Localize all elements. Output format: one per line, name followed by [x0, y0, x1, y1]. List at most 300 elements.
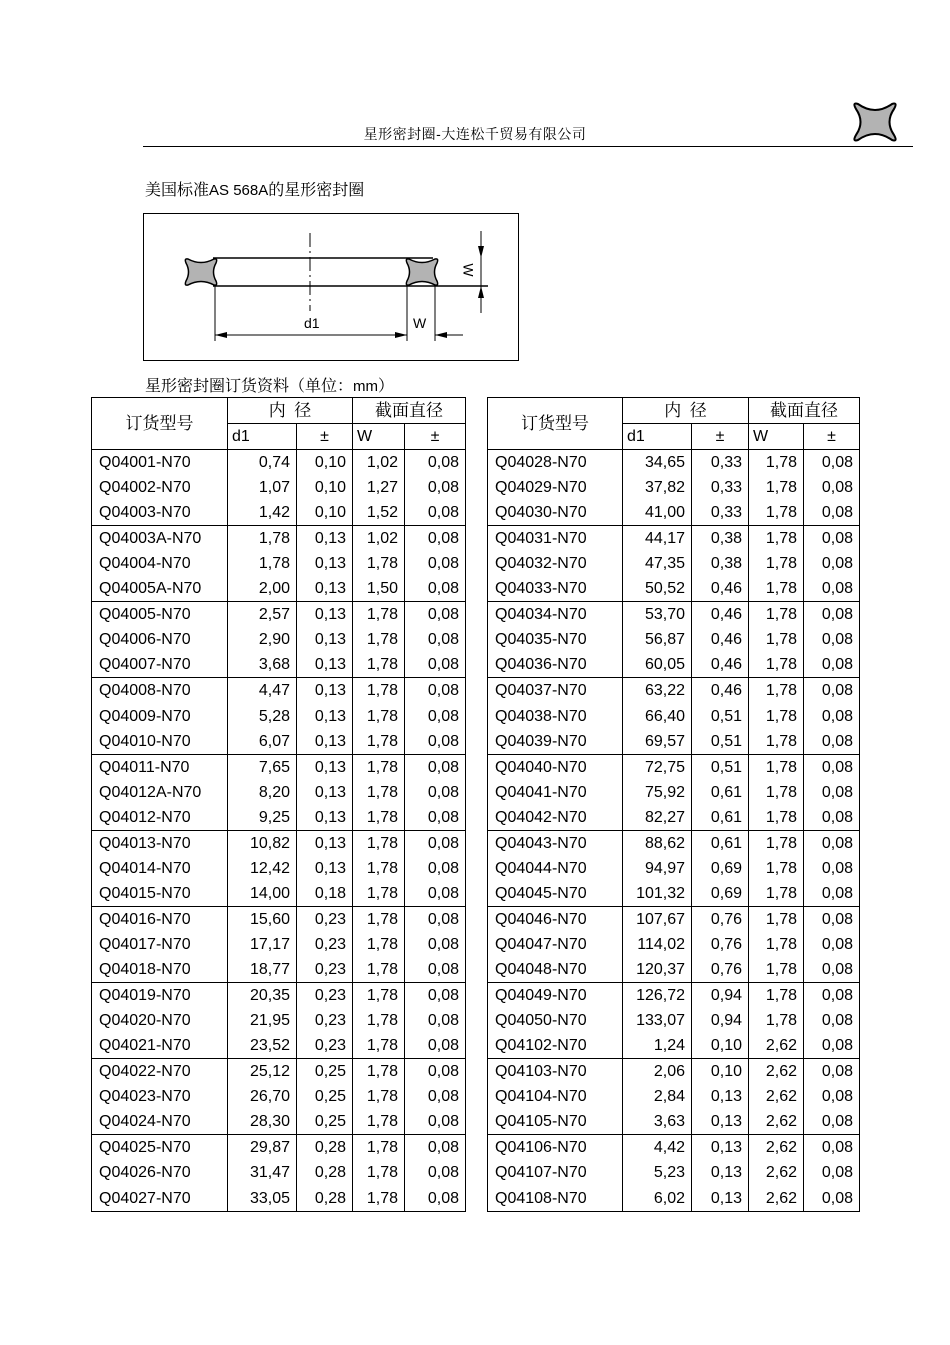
cell-d1-tolerance: 0,51	[692, 729, 749, 755]
cell-w-tolerance: 0,08	[804, 500, 860, 526]
cell-order-no: Q04049-N70	[488, 983, 623, 1009]
cell-order-no: Q04034-N70	[488, 602, 623, 628]
cell-w-tolerance: 0,08	[405, 1033, 466, 1059]
cell-w-tolerance: 0,08	[804, 1109, 860, 1135]
cell-d1-tolerance: 0,51	[692, 754, 749, 780]
cell-order-no: Q04033-N70	[488, 576, 623, 602]
cell-w: 1,78	[749, 1008, 804, 1033]
cell-d1-tolerance: 0,13	[297, 526, 353, 552]
cell-order-no: Q04009-N70	[92, 703, 228, 728]
cell-d1: 26,70	[228, 1084, 297, 1109]
cell-order-no: Q04017-N70	[92, 932, 228, 957]
cell-w-tolerance: 0,08	[405, 881, 466, 907]
cell-d1-tolerance: 0,25	[297, 1109, 353, 1135]
subtitle-standard: AS 568A	[209, 182, 269, 199]
cell-w-tolerance: 0,08	[405, 627, 466, 652]
cell-order-no: Q04022-N70	[92, 1059, 228, 1085]
table-row	[92, 1160, 466, 1185]
cell-d1-tolerance: 0,13	[692, 1109, 749, 1135]
cell-w-tolerance: 0,08	[405, 1109, 466, 1135]
cell-w-tolerance: 0,08	[804, 1008, 860, 1033]
cell-w-tolerance: 0,08	[804, 1160, 860, 1185]
cell-w: 1,78	[749, 983, 804, 1009]
cell-order-no: Q04040-N70	[488, 754, 623, 780]
cell-d1: 28,30	[228, 1109, 297, 1135]
cell-w: 1,02	[353, 526, 405, 552]
cell-w-tolerance: 0,08	[804, 1033, 860, 1059]
cell-order-no: Q04005-N70	[92, 602, 228, 628]
cell-d1: 20,35	[228, 983, 297, 1009]
cell-w-tolerance: 0,08	[405, 526, 466, 552]
table-row	[488, 957, 860, 983]
cell-w-tolerance: 0,08	[804, 754, 860, 780]
cell-d1-tolerance: 0,38	[692, 526, 749, 552]
cell-d1-tolerance: 0,13	[692, 1186, 749, 1212]
cell-d1: 1,78	[228, 526, 297, 552]
cell-d1-tolerance: 0,23	[297, 1033, 353, 1059]
cell-d1: 60,05	[623, 652, 692, 678]
cell-d1: 56,87	[623, 627, 692, 652]
cell-order-no: Q04045-N70	[488, 881, 623, 907]
cell-order-no: Q04020-N70	[92, 1008, 228, 1033]
cell-w-tolerance: 0,08	[405, 1186, 466, 1212]
cell-w: 1,78	[749, 881, 804, 907]
cell-order-no: Q04008-N70	[92, 678, 228, 704]
table-row	[92, 957, 466, 983]
cell-w-tolerance: 0,08	[804, 526, 860, 552]
cell-w-tolerance: 0,08	[405, 703, 466, 728]
table-row	[92, 627, 466, 652]
cell-d1-tolerance: 0,10	[297, 450, 353, 476]
cell-d1: 1,07	[228, 475, 297, 500]
cell-d1: 50,52	[623, 576, 692, 602]
diagram-w-bottom-label: W	[413, 315, 427, 331]
cell-d1-tolerance: 0,23	[297, 1008, 353, 1033]
cell-w: 1,78	[353, 703, 405, 728]
cell-w: 1,78	[353, 856, 405, 881]
cell-w-tolerance: 0,08	[405, 500, 466, 526]
table-row	[488, 932, 860, 957]
header-order-no: 订货型号	[92, 398, 228, 450]
cell-w-tolerance: 0,08	[405, 450, 466, 476]
table-row	[92, 1008, 466, 1033]
cell-w-tolerance: 0,08	[804, 1186, 860, 1212]
cell-d1: 12,42	[228, 856, 297, 881]
cell-d1-tolerance: 0,10	[297, 475, 353, 500]
cell-d1-tolerance: 0,46	[692, 576, 749, 602]
cell-w: 1,78	[749, 678, 804, 704]
cell-d1-tolerance: 0,13	[692, 1084, 749, 1109]
cell-w: 1,78	[353, 830, 405, 856]
subtitle-prefix: 美国标准	[145, 182, 210, 199]
cell-w-tolerance: 0,08	[804, 729, 860, 755]
cell-order-no: Q04047-N70	[488, 932, 623, 957]
table-row	[488, 881, 860, 907]
cell-d1: 17,17	[228, 932, 297, 957]
cell-w-tolerance: 0,08	[405, 906, 466, 932]
cell-order-no: Q04023-N70	[92, 1084, 228, 1109]
table-row	[92, 1109, 466, 1135]
table-row	[92, 729, 466, 755]
cell-d1-tolerance: 0,13	[297, 830, 353, 856]
cell-order-no: Q04004-N70	[92, 551, 228, 576]
cell-order-no: Q04010-N70	[92, 729, 228, 755]
table-row	[92, 1033, 466, 1059]
cell-d1: 2,90	[228, 627, 297, 652]
cell-d1-tolerance: 0,13	[297, 678, 353, 704]
cell-w: 1,78	[749, 551, 804, 576]
cell-d1-tolerance: 0,13	[297, 703, 353, 728]
cell-d1: 37,82	[623, 475, 692, 500]
cell-d1-tolerance: 0,46	[692, 652, 749, 678]
cell-d1: 15,60	[228, 906, 297, 932]
cell-w: 1,78	[749, 652, 804, 678]
cell-d1: 9,25	[228, 805, 297, 831]
cell-w: 1,27	[353, 475, 405, 500]
table-row	[92, 906, 466, 932]
cell-w: 1,78	[353, 957, 405, 983]
cell-order-no: Q04102-N70	[488, 1033, 623, 1059]
cell-d1-tolerance: 0,33	[692, 450, 749, 476]
table-row	[92, 602, 466, 628]
cell-d1-tolerance: 0,10	[297, 500, 353, 526]
cell-d1: 3,63	[623, 1109, 692, 1135]
cell-order-no: Q04028-N70	[488, 450, 623, 476]
cell-w-tolerance: 0,08	[804, 830, 860, 856]
cell-w-tolerance: 0,08	[804, 780, 860, 805]
table-row	[92, 526, 466, 552]
order-table-left	[91, 397, 466, 1212]
cell-w-tolerance: 0,08	[804, 856, 860, 881]
cell-w-tolerance: 0,08	[405, 856, 466, 881]
cell-order-no: Q04035-N70	[488, 627, 623, 652]
cell-d1: 126,72	[623, 983, 692, 1009]
header-cross-section: 截面直径	[749, 398, 860, 424]
cell-d1: 120,37	[623, 957, 692, 983]
cell-d1-tolerance: 0,13	[297, 551, 353, 576]
table-row	[92, 932, 466, 957]
cell-d1: 7,65	[228, 754, 297, 780]
cell-w: 2,62	[749, 1059, 804, 1085]
cell-order-no: Q04012-N70	[92, 805, 228, 831]
cell-order-no: Q04108-N70	[488, 1186, 623, 1212]
table-row	[92, 830, 466, 856]
cell-d1: 82,27	[623, 805, 692, 831]
cell-d1-tolerance: 0,76	[692, 957, 749, 983]
right-seal-section-icon	[406, 258, 437, 284]
cell-d1: 63,22	[623, 678, 692, 704]
cell-w-tolerance: 0,08	[405, 678, 466, 704]
cell-w-tolerance: 0,08	[405, 1135, 466, 1161]
cell-order-no: Q04104-N70	[488, 1084, 623, 1109]
cell-d1: 1,78	[228, 551, 297, 576]
cell-w: 1,78	[353, 906, 405, 932]
cell-d1-tolerance: 0,13	[297, 754, 353, 780]
table-row	[488, 1186, 860, 1212]
cell-d1: 1,42	[228, 500, 297, 526]
cell-d1-tolerance: 0,23	[297, 957, 353, 983]
header-w: W	[353, 424, 405, 450]
cell-w: 1,78	[353, 602, 405, 628]
cell-d1-tolerance: 0,13	[297, 627, 353, 652]
cell-d1: 114,02	[623, 932, 692, 957]
cell-d1: 5,28	[228, 703, 297, 728]
cell-d1-tolerance: 0,13	[692, 1160, 749, 1185]
page-header-title: 星形密封圈-大连松千贸易有限公司	[363, 126, 587, 142]
cell-d1-tolerance: 0,18	[297, 881, 353, 907]
cell-w-tolerance: 0,08	[804, 450, 860, 476]
cell-d1-tolerance: 0,61	[692, 830, 749, 856]
cell-d1: 101,32	[623, 881, 692, 907]
cell-order-no: Q04030-N70	[488, 500, 623, 526]
cell-order-no: Q04036-N70	[488, 652, 623, 678]
table-row	[92, 678, 466, 704]
cell-w: 1,78	[749, 627, 804, 652]
header-tol1: ±	[692, 424, 749, 450]
cell-d1-tolerance: 0,33	[692, 500, 749, 526]
cell-d1-tolerance: 0,76	[692, 932, 749, 957]
cell-d1: 29,87	[228, 1135, 297, 1161]
table-row	[488, 1033, 860, 1059]
cell-w-tolerance: 0,08	[804, 805, 860, 831]
cell-d1: 133,07	[623, 1008, 692, 1033]
cell-w: 2,62	[749, 1135, 804, 1161]
table-row	[488, 1059, 860, 1085]
cell-order-no: Q04006-N70	[92, 627, 228, 652]
cell-order-no: Q04039-N70	[488, 729, 623, 755]
cell-w-tolerance: 0,08	[405, 805, 466, 831]
cell-d1: 31,47	[228, 1160, 297, 1185]
cell-w-tolerance: 0,08	[804, 652, 860, 678]
cell-d1-tolerance: 0,25	[297, 1084, 353, 1109]
cell-w-tolerance: 0,08	[405, 551, 466, 576]
cell-d1: 44,17	[623, 526, 692, 552]
table-row	[92, 652, 466, 678]
table-row	[488, 830, 860, 856]
table-row	[488, 1160, 860, 1185]
table-row	[92, 475, 466, 500]
cell-w: 1,78	[353, 983, 405, 1009]
table-row	[488, 1135, 860, 1161]
cell-d1: 10,82	[228, 830, 297, 856]
cell-w: 1,78	[353, 729, 405, 755]
table-row	[92, 754, 466, 780]
cell-d1: 41,00	[623, 500, 692, 526]
cell-w-tolerance: 0,08	[405, 957, 466, 983]
cell-w: 1,78	[749, 780, 804, 805]
cell-d1: 2,00	[228, 576, 297, 602]
table-row	[488, 856, 860, 881]
cell-order-no: Q04037-N70	[488, 678, 623, 704]
cell-order-no: Q04107-N70	[488, 1160, 623, 1185]
cell-d1: 34,65	[623, 450, 692, 476]
cell-order-no: Q04021-N70	[92, 1033, 228, 1059]
cell-d1: 8,20	[228, 780, 297, 805]
table-caption-unit: mm	[353, 378, 379, 395]
table-row	[488, 1109, 860, 1135]
cell-d1-tolerance: 0,23	[297, 932, 353, 957]
cell-d1-tolerance: 0,46	[692, 602, 749, 628]
cell-d1: 23,52	[228, 1033, 297, 1059]
table-row	[92, 450, 466, 476]
cell-w-tolerance: 0,08	[804, 576, 860, 602]
cell-w: 1,78	[353, 754, 405, 780]
table-row	[92, 1186, 466, 1212]
cell-d1: 47,35	[623, 551, 692, 576]
table-row	[488, 703, 860, 728]
cell-d1-tolerance: 0,94	[692, 983, 749, 1009]
cell-w: 1,78	[749, 932, 804, 957]
cell-order-no: Q04050-N70	[488, 1008, 623, 1033]
cell-d1: 4,42	[623, 1135, 692, 1161]
cell-w: 1,78	[353, 805, 405, 831]
header-rule	[143, 146, 913, 147]
order-table-left-body	[92, 450, 466, 1212]
cell-d1-tolerance: 0,46	[692, 627, 749, 652]
cell-order-no: Q04029-N70	[488, 475, 623, 500]
cell-w: 1,78	[353, 652, 405, 678]
table-row	[92, 1084, 466, 1109]
header-tol2: ±	[804, 424, 860, 450]
cell-order-no: Q04014-N70	[92, 856, 228, 881]
table-row	[488, 627, 860, 652]
cell-order-no: Q04031-N70	[488, 526, 623, 552]
cell-w-tolerance: 0,08	[804, 475, 860, 500]
table-caption-text: 星形密封圈订货资料（单位：	[145, 378, 354, 395]
table-row	[488, 754, 860, 780]
cell-w: 1,78	[353, 1135, 405, 1161]
cell-d1: 94,97	[623, 856, 692, 881]
cell-order-no: Q04032-N70	[488, 551, 623, 576]
cell-order-no: Q04027-N70	[92, 1186, 228, 1212]
cell-order-no: Q04007-N70	[92, 652, 228, 678]
cell-w: 1,78	[749, 703, 804, 728]
cell-d1: 69,57	[623, 729, 692, 755]
cell-order-no: Q04003-N70	[92, 500, 228, 526]
cell-d1-tolerance: 0,23	[297, 906, 353, 932]
cell-order-no: Q04016-N70	[92, 906, 228, 932]
cell-d1-tolerance: 0,25	[297, 1059, 353, 1085]
cell-order-no: Q04038-N70	[488, 703, 623, 728]
cell-d1: 3,68	[228, 652, 297, 678]
cell-d1-tolerance: 0,13	[297, 780, 353, 805]
cell-w-tolerance: 0,08	[405, 754, 466, 780]
cell-w-tolerance: 0,08	[804, 957, 860, 983]
cell-d1: 14,00	[228, 881, 297, 907]
cell-w: 1,02	[353, 450, 405, 476]
cell-order-no: Q04043-N70	[488, 830, 623, 856]
cell-w-tolerance: 0,08	[405, 780, 466, 805]
table-row	[92, 1135, 466, 1161]
cell-d1-tolerance: 0,76	[692, 906, 749, 932]
cell-w-tolerance: 0,08	[804, 932, 860, 957]
table-row	[488, 450, 860, 476]
table-row	[488, 1008, 860, 1033]
cell-w-tolerance: 0,08	[405, 475, 466, 500]
cell-w-tolerance: 0,08	[804, 881, 860, 907]
cell-d1: 53,70	[623, 602, 692, 628]
header-cross-section: 截面直径	[353, 398, 466, 424]
cell-d1: 6,02	[623, 1186, 692, 1212]
table-row	[92, 703, 466, 728]
cell-w: 1,78	[749, 830, 804, 856]
cell-w-tolerance: 0,08	[405, 652, 466, 678]
cell-w-tolerance: 0,08	[405, 830, 466, 856]
cell-d1-tolerance: 0,13	[297, 602, 353, 628]
cell-order-no: Q04013-N70	[92, 830, 228, 856]
cell-w: 1,78	[353, 1033, 405, 1059]
cell-d1-tolerance: 0,23	[297, 983, 353, 1009]
order-table-right-body	[488, 450, 860, 1212]
cell-d1-tolerance: 0,94	[692, 1008, 749, 1033]
cell-d1-tolerance: 0,13	[297, 576, 353, 602]
table-row	[488, 805, 860, 831]
cell-order-no: Q04048-N70	[488, 957, 623, 983]
cell-order-no: Q04003A-N70	[92, 526, 228, 552]
star-seal-logo-icon	[852, 100, 898, 144]
cell-order-no: Q04018-N70	[92, 957, 228, 983]
table-caption	[145, 373, 394, 396]
cell-w-tolerance: 0,08	[405, 1160, 466, 1185]
cell-w: 1,78	[749, 805, 804, 831]
cell-w-tolerance: 0,08	[804, 906, 860, 932]
cell-w-tolerance: 0,08	[804, 551, 860, 576]
cell-w: 1,78	[353, 1008, 405, 1033]
cell-d1-tolerance: 0,28	[297, 1135, 353, 1161]
cell-w: 1,78	[353, 1059, 405, 1085]
cell-w-tolerance: 0,08	[405, 1059, 466, 1085]
cell-d1-tolerance: 0,46	[692, 678, 749, 704]
table-caption-close: ）	[378, 378, 395, 395]
cell-w: 1,78	[749, 450, 804, 476]
cell-w: 1,78	[749, 500, 804, 526]
cell-w-tolerance: 0,08	[405, 1084, 466, 1109]
table-row	[488, 500, 860, 526]
section-subtitle	[145, 177, 364, 200]
cell-w: 1,78	[749, 754, 804, 780]
table-row	[92, 881, 466, 907]
table-row	[92, 551, 466, 576]
cell-d1: 107,67	[623, 906, 692, 932]
cell-order-no: Q04105-N70	[488, 1109, 623, 1135]
table-row	[92, 780, 466, 805]
cell-d1: 33,05	[228, 1186, 297, 1212]
cell-w: 1,78	[749, 602, 804, 628]
cell-d1-tolerance: 0,38	[692, 551, 749, 576]
cell-order-no: Q04012A-N70	[92, 780, 228, 805]
table-row	[488, 906, 860, 932]
header-d1: d1	[623, 424, 692, 450]
header-tol1: ±	[297, 424, 353, 450]
cell-d1-tolerance: 0,69	[692, 881, 749, 907]
header-inner-diameter: 内 径	[228, 398, 353, 424]
header-inner-diameter: 内 径	[623, 398, 749, 424]
cell-d1-tolerance: 0,13	[297, 805, 353, 831]
table-row	[488, 526, 860, 552]
cell-order-no: Q04103-N70	[488, 1059, 623, 1085]
cell-w: 1,78	[353, 678, 405, 704]
cell-w: 1,78	[353, 627, 405, 652]
cell-w: 1,78	[749, 906, 804, 932]
cell-w-tolerance: 0,08	[405, 1008, 466, 1033]
header-tol2: ±	[405, 424, 466, 450]
table-row	[488, 551, 860, 576]
cell-w-tolerance: 0,08	[804, 703, 860, 728]
table-row	[488, 983, 860, 1009]
cell-order-no: Q04044-N70	[488, 856, 623, 881]
cell-d1: 2,57	[228, 602, 297, 628]
cell-d1: 4,47	[228, 678, 297, 704]
